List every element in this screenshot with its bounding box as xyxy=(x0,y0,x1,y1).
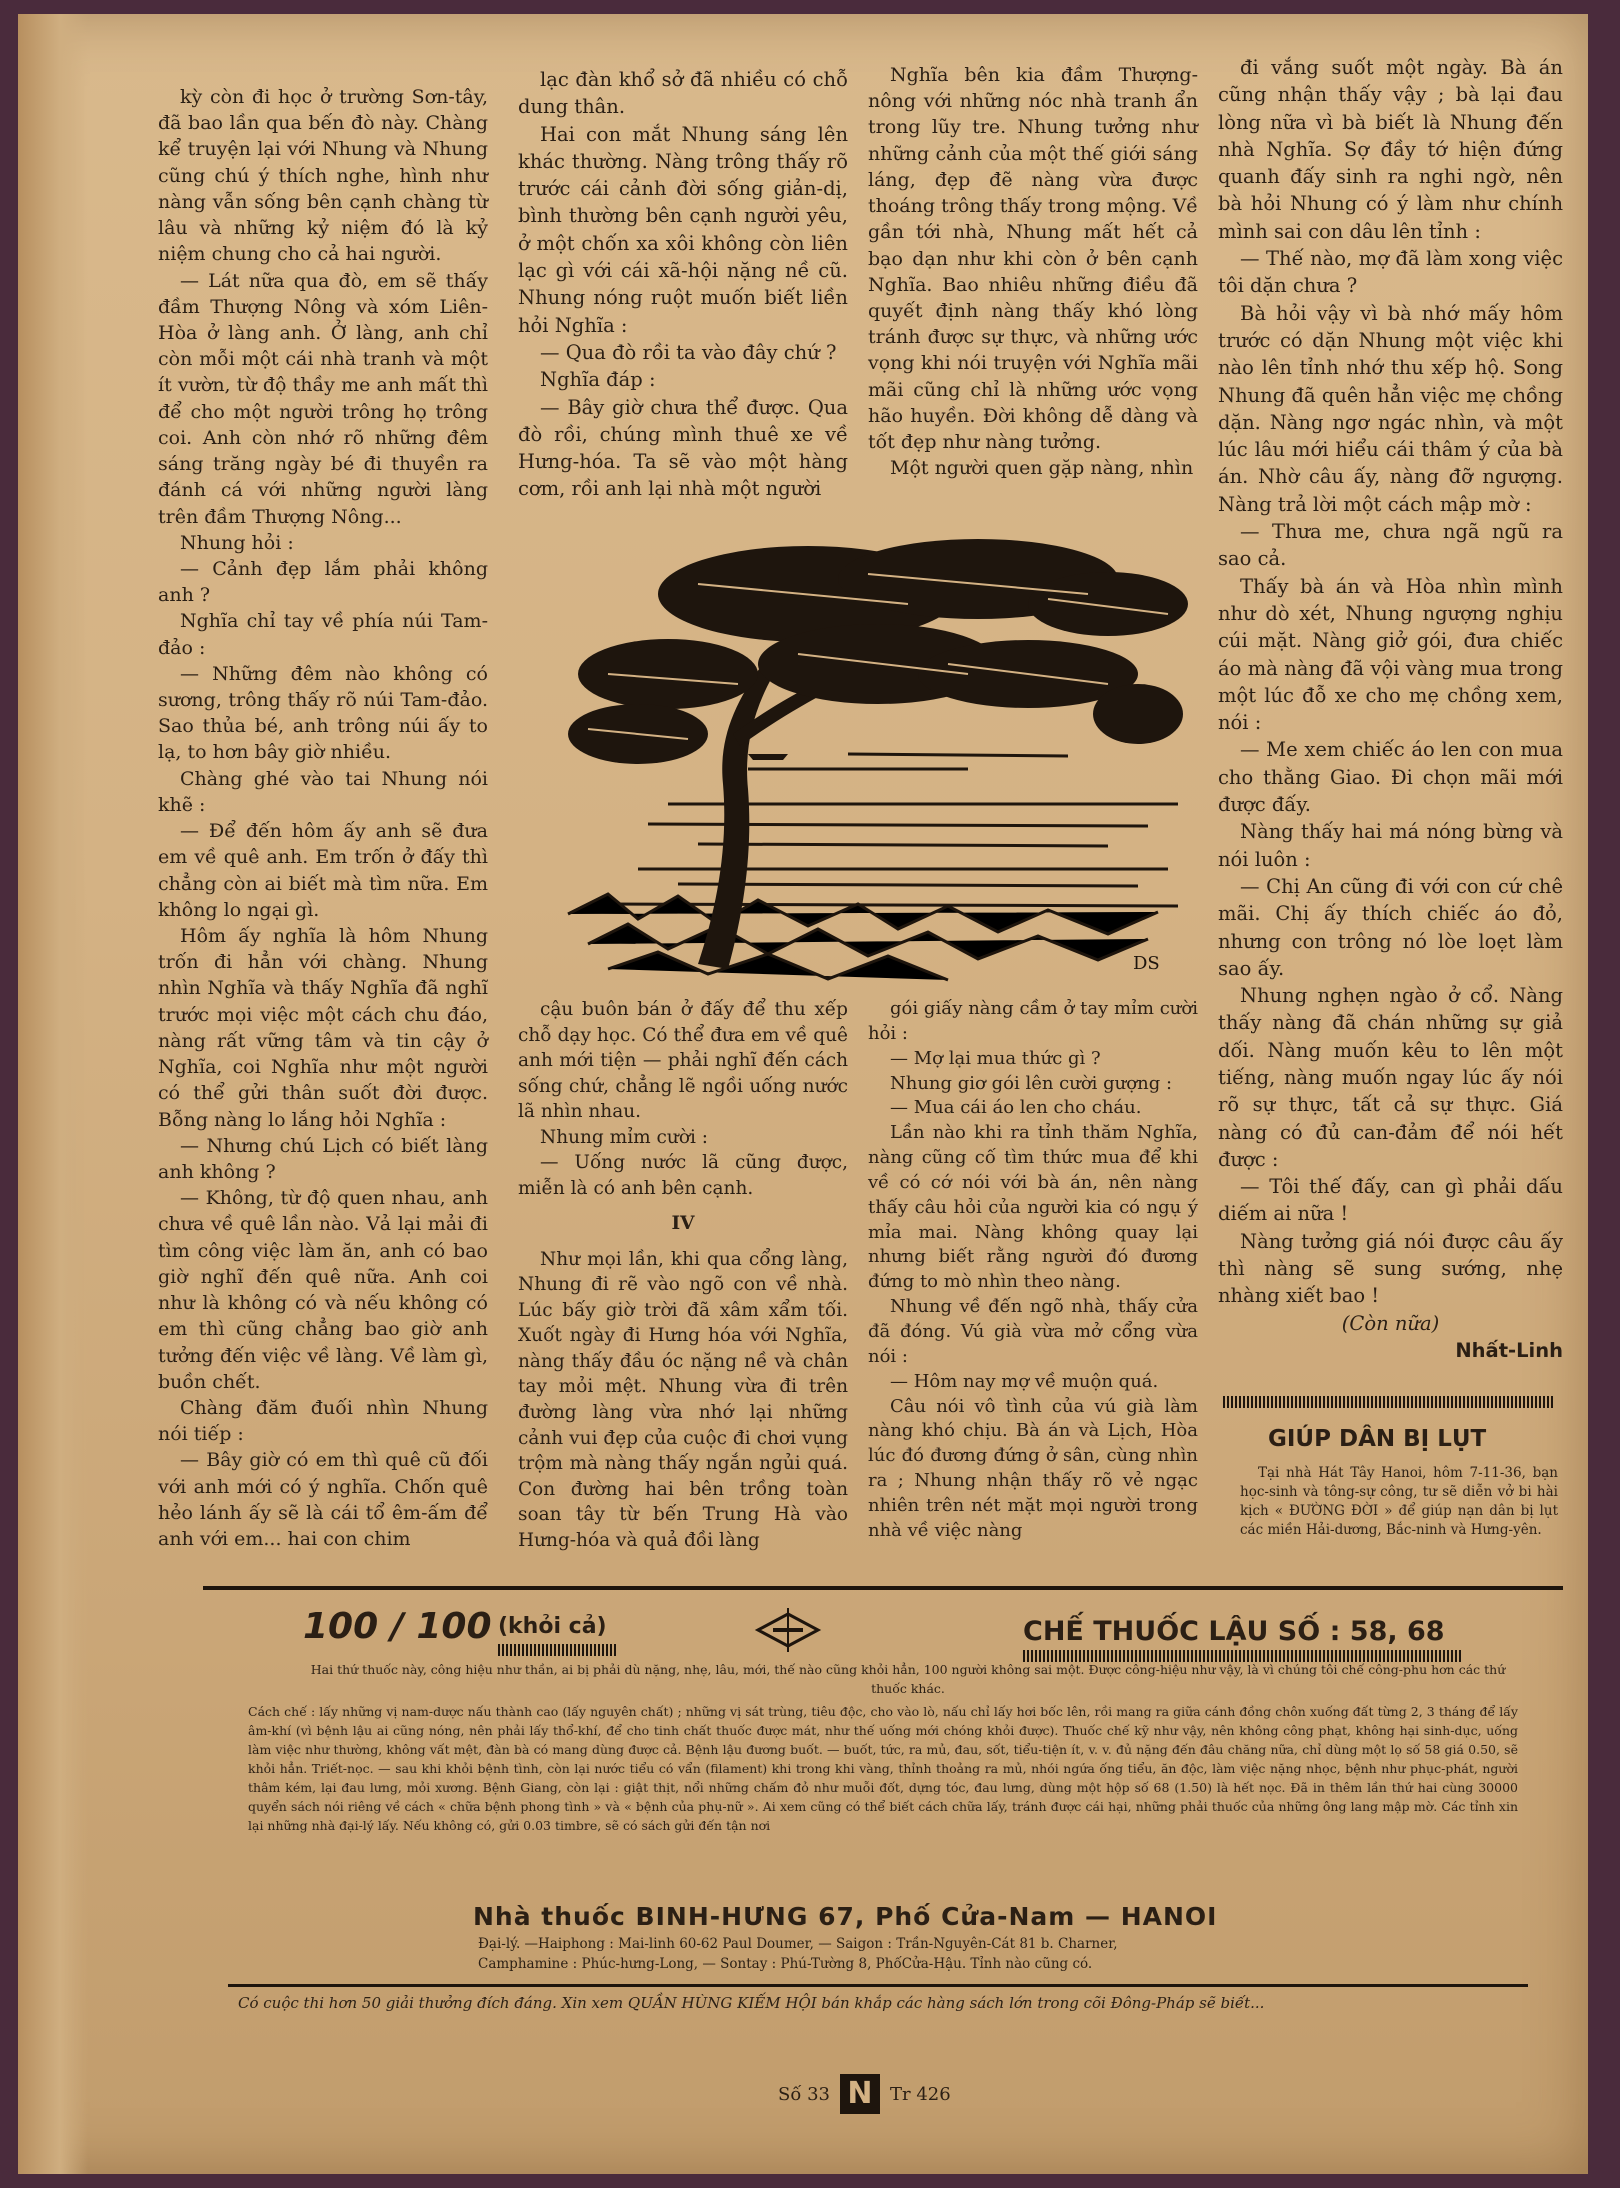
col4-paragraph: Nàng thấy hai má nóng bừng và nói luôn : xyxy=(1218,820,1563,871)
col1-paragraph: Chàng đăm đuối nhìn Nhung nói tiếp : xyxy=(158,1396,488,1446)
ad-headline-left-sub: (khỏi cả) xyxy=(498,1614,607,1639)
ad-headline-right: CHẾ THUỐC LẬU SỐ : 58, 68 xyxy=(1023,1616,1445,1647)
ad-agents-line-1 xyxy=(478,1934,1118,1974)
col3-bottom-paragraph: — Mua cái áo len cho cháu. xyxy=(890,1097,1142,1119)
col1-paragraph: Nhung hỏi : xyxy=(180,531,294,554)
col2-top-paragraph: lạc đàn khổ sở đã nhiều có chỗ dung thân. xyxy=(518,68,848,119)
col1-paragraph: — Nhưng chú Lịch có biết làng anh không ? xyxy=(158,1134,488,1183)
col4-paragraph: Nhung nghẹn ngào ở cổ. Nàng thấy nàng đã chán những sự giả dối. Nàng muốn kêu to lên một tiếng, nàng muốn ngay lúc ấy nói rõ sự thực, tất cả sự thực. Giá nàng có đủ can-đảm để nói hết được : xyxy=(1218,984,1563,1171)
article-column-4 xyxy=(1218,54,1563,1364)
lamp-icon xyxy=(753,1606,823,1654)
notice-text: Tại nhà Hát Tây Hanoi, hôm 7-11-36, bạn học-sinh và tông-sự công, tư sẽ diễn vở bi hài kịch « ĐƯỜNG ĐỜI » để giúp nạn dân bị lụt các miền Hải-dương, Bắc-ninh và Hưng-yên. xyxy=(1240,1465,1558,1538)
col3-bottom-paragraph: Nhung về đến ngõ nhà, thấy cửa đã đóng. Vú già vừa mở cổng vừa nói : xyxy=(868,1296,1198,1367)
to-be-continued-note: (Còn nữa) xyxy=(1341,1311,1440,1335)
col1-paragraph: Hôm ấy nghĩa là hôm Nhung trốn đi hẳn với chàng. Nhung nhìn Nghĩa và thấy Nghĩa đã nghĩ trước mọi việc một cách chu đáo, nàng rất vững tâm và tin cậy ở Nghĩa, coi Nghĩa như một người có thể gửi thân suốt đời được. Bỗng nàng lo lắng hỏi Nghĩa : xyxy=(158,925,488,1131)
col2-top-paragraph: Hai con mắt Nhung sáng lên khác thường. Nàng trông thấy rõ trước cái cảnh đời sống giản-dị, bình thường bên cạnh người yêu, ở một chốn xa xôi không còn liên lạc gì với cái xã-hội nặng nề cũ. Nhung nóng ruột muốn biết liền hỏi Nghĩa : xyxy=(518,122,848,337)
ad-headline-left: 100 / 100 xyxy=(303,1606,492,1647)
col2-bottom-paragraph: Nhung mỉm cười : xyxy=(540,1126,708,1148)
ad-bottom-rule xyxy=(228,1984,1528,1987)
author-signature: Nhất-Linh xyxy=(1455,1338,1563,1362)
col4-paragraph: Nàng tưởng giá nói được câu ấy thì nàng sẽ sung sướng, nhẹ nhàng xiết bao ! xyxy=(1218,1229,1563,1308)
col1-paragraph: — Cảnh đẹp lắm phải không anh ? xyxy=(158,557,488,607)
col2-top-paragraph: — Bây giờ chưa thể được. Qua đò rồi, chúng mình thuê xe về Hưng-hóa. Ta sẽ vào một hàng cơm, rồi anh lại nhà một người xyxy=(518,395,848,501)
ad-intro-text: Hai thứ thuốc này, công hiệu như thần, ai bị phải dù nặng, nhẹ, lâu, mới, thế nào cũng khỏi hẳn, 100 người không sai một. Được công-hiệu như vậy, là vì chúng tôi chế công-phu hơn các thứ thuốc khác. xyxy=(310,1662,1506,1696)
col3-bottom-paragraph: Câu nói vô tình của vú già làm nàng khó chịu. Bà án và Lịch, Hòa lúc đó đương đứng ở sân, cùng nhìn ra ; Nhung nhận thấy rõ vẻ ngạc nhiên trên nét mặt mọi người trong nhà về việc nàng xyxy=(868,1395,1198,1541)
article-column-2-top xyxy=(518,66,848,503)
col4-paragraph: — Me xem chiếc áo len con mua cho thằng Giao. Đi chọn mãi mới được đấy. xyxy=(1218,738,1563,817)
col1-paragraph: Nghĩa chỉ tay về phía núi Tam-đảo : xyxy=(158,610,488,659)
page-number: Tr 426 xyxy=(889,2083,951,2105)
ad-top-rule xyxy=(203,1586,1563,1590)
col3-bottom-paragraph: — Hôm nay mợ về muộn quá. xyxy=(890,1370,1159,1392)
article-column-1 xyxy=(158,84,488,1552)
article-column-3-bottom xyxy=(868,997,1198,1544)
col4-paragraph: đi vắng suốt một ngày. Bà án cũng nhận thấy vậy ; bà lại đau lòng nữa vì bà biết là Nhung đến nhà Nghĩa. Sợ đầy tớ hiện đứng quanh đấy sinh ra nghi ngờ, nên bà hỏi Nhung có ý làm như chính mình sai con dâu lên tỉnh : xyxy=(1218,56,1563,243)
article-column-3-top xyxy=(868,62,1198,482)
footer-promo: Có cuộc thi hơn 50 giải thưởng đích đáng. Xin xem QUẦN HÙNG KIẾM HỘI bán khắp các hàng sách lớn trong cõi Đông-Pháp sẽ biết... xyxy=(238,1994,1265,2012)
col4-paragraph: — Tôi thế đấy, can gì phải dấu diếm ai nữa ! xyxy=(1218,1175,1563,1226)
col2-bottom-paragraph: — Uống nước lã cũng được, miễn là có anh bên cạnh. xyxy=(518,1152,848,1199)
masthead-logo: N xyxy=(840,2074,880,2114)
col4-paragraph: — Thưa me, chưa ngã ngũ ra sao cả. xyxy=(1218,520,1563,571)
col4-paragraph: — Thế nào, mợ đã làm xong việc tôi dặn chưa ? xyxy=(1218,247,1563,298)
ad-underline-left xyxy=(498,1644,618,1656)
col3-top-paragraph: Nghĩa bên kia đầm Thượng-nông với những nóc nhà tranh ẩn trong lũy tre. Nhung tưởng như những cảnh của một thế giới sáng láng, đẹp đẽ nàng vừa được thoáng trông thấy trong mộng. Về gần tới nhà, Nhung mất hết cả bạo dạn như khi còn ở bên cạnh Nghĩa. Bao nhiêu những điều đã quyết định nàng thấy khó lòng tránh được sự thực, và những ước vọng khi nói truyện với Nghĩa mãi mãi cũng chỉ là những ước vọng hão huyền. Đời không dễ dàng và tốt đẹp như nàng tưởng. xyxy=(868,64,1198,454)
illustration-signature: DS xyxy=(1133,953,1160,974)
col2-top-paragraph: Nghĩa đáp : xyxy=(540,368,656,392)
col4-paragraph: Bà hỏi vậy vì bà nhớ mấy hôm trước có dặn Nhung một việc khi nào lên tỉnh nhớ thu xếp hộ. Song Nhung đã quên hẳn việc mẹ chồng dặn. Nàng ngơ ngác nhìn, và một lúc lâu mới hiểu cái thâm ý của bà án. Nhờ câu ấy, nàng đỡ ngượng. Nàng trả lời một cách mập mờ : xyxy=(1218,301,1563,516)
col1-paragraph: — Để đến hôm ấy anh sẽ đưa em về quê anh. Em trốn ở đấy thì chẳng còn ai biết mà tìm nữa. Em không lo ngại gì. xyxy=(158,820,488,921)
col2-top-paragraph: — Qua đò rồi ta vào đây chứ ? xyxy=(540,340,837,364)
col1-paragraph: — Những đêm nào không có sương, trông thấy rõ núi Tam-đảo. Sao thủa bé, anh trông núi ấy to lạ, to hơn bây giờ nhiều. xyxy=(158,662,488,764)
ad-body-text: Cách chế : lấy những vị nam-dược nấu thành cao (lấy nguyên chất) ; những vị sát trùng, tiêu độc, cho vào lò, nấu chỉ lấy hơi bốc lên, rồi mang ra giữa cánh đồng chôn xuống đất từng 2, 3 tháng để lấy âm-khí (vì bệnh lậu ai cũng nóng, nên phải lấy thổ-khí, để cho tinh chất thuốc được mát, như thế uống mới chóng khỏi được). Thuốc chế kỹ như vậy, nên không công phạt, không hại sinh-dục, uống làm việc như thường, không vất mệt, đàn bà có mang dùng được cả. Bệnh lậu đương buốt. — buốt, tức, ra mủ, đau, sốt, tiểu-tiện ít, v. v. đủ nặng đến đâu chăng nữa, chỉ dùng một lọ số 58 giá 0.50, sẽ khỏi hẳn. Triết-nọc. — sau khi khỏi bệnh tình, còn lại nước tiểu có vẩn (filament) khi trong khi vàng, thỉnh thoảng ra mủ, nhói ngứa ống tiểu, ăn độc, làm việc nặng nhọc, bệnh như phục-phát, người thâm kém, lại đau lưng, mỏi xương. Bệnh Giang, còn lại : giật thịt, nổi những chấm đỏ như muỗi đốt, dựng tóc, đau lưng, dùng một hộp số 68 (1.50) là hết nọc. Đã in thêm lần thứ hai cùng 30000 quyển sách nói riêng về cách « chữa bệnh phong tình » và « bệnh của phụ-nữ ». Ai xem cũng có thể biết cách chữa lấy, tránh được cái hại, những phải thuốc của những ông lang mập mờ. Các tỉnh xin lại những nhà đại-lý lấy. Nếu không có, gửi 0.03 timbre, sẽ có sách gửi đến tận nơi xyxy=(248,1704,1518,1833)
col3-bottom-paragraph: Lần nào khi ra tỉnh thăm Nghĩa, nàng cũng cố tìm thức mua để khi về có cớ nói với bà án, nên nàng thấy câu hỏi của người kia có ngụ ý mỉa mai. Nàng không quay lại nhưng biết rằng người đó đương đứng to mò nhìn theo nàng. xyxy=(868,1122,1198,1293)
notice-rule xyxy=(1223,1396,1553,1408)
col2-bottom-paragraph: cậu buôn bán ở đấy để thu xếp chỗ dạy học. Có thể đưa em về quê anh mới tiện — phải nghĩ đến cách sống chứ, chẳng lẽ ngồi uống nước lã nhìn nhau. xyxy=(518,999,848,1123)
col4-paragraph: — Chị An cũng đi với con cứ chê mãi. Chị ấy thích chiếc áo đỏ, nhưng con trông nó lòe loẹt làm sao ấy. xyxy=(1218,874,1563,980)
col1-paragraph: — Lát nữa qua đò, em sẽ thấy đầm Thượng Nông và xóm Liên-Hòa ở làng anh. Ở làng, anh chỉ còn mỗi một cái nhà tranh và một ít vườn, từ độ thầy me anh mất thì để cho một người trông họ trông coi. Anh còn nhớ rõ những đêm sáng trăng ngày bé đi thuyền ra đánh cá với những người làng trên đầm Thượng Nông... xyxy=(158,269,488,528)
col3-bottom-paragraph: gói giấy nàng cầm ở tay mỉm cười hỏi : xyxy=(868,998,1198,1044)
issue-number: Số 33 xyxy=(778,2083,830,2105)
article-column-2-bottom xyxy=(518,997,848,1553)
chapter-heading: IV xyxy=(671,1213,695,1235)
ad-agents-text-1: Đại-lý. —Haiphong : Mai-linh 60-62 Paul Doumer, — Saigon : Trần-Nguyên-Cát 81 b. Charner, xyxy=(478,1936,1118,1952)
notice-title: GIÚP DÂN BỊ LỤT xyxy=(1268,1426,1487,1452)
tree-lake-illustration xyxy=(548,524,1188,984)
page-footer xyxy=(778,2074,951,2114)
binding-edge xyxy=(18,14,88,2174)
col1-paragraph: — Không, từ độ quen nhau, anh chưa về quê lần nào. Vả lại mải đi tìm công việc làm ăn, anh có bao giờ nghĩ đến quê nữa. Anh coi như là không có và nếu không có em thì cũng chẳng bao giờ anh tưởng đến việc về làng. Về làm gì, buồn chết. xyxy=(158,1187,488,1393)
col3-top-paragraph: Một người quen gặp nàng, nhìn xyxy=(890,457,1194,480)
col1-paragraph: kỳ còn đi học ở trường Sơn-tây, đã bao lần qua bến đò này. Chàng kể truyện lại với Nhung và Nhung cũng chú ý thích nghe, hình như nàng vẫn sống bên cạnh chàng từ lâu và những kỷ niệm đó là kỷ niệm chung cho cả hai người. xyxy=(158,86,488,266)
col1-paragraph: — Bây giờ có em thì quê cũ đối với anh mới có ý nghĩa. Chốn quê hẻo lánh ấy sẽ là cái tổ êm-ấm để anh với em... hai con chim xyxy=(158,1449,488,1551)
col3-bottom-paragraph: — Mợ lại mua thức gì ? xyxy=(890,1047,1101,1069)
col3-bottom-paragraph: Nhung giơ gói lên cười gượng : xyxy=(890,1072,1173,1094)
col2-bottom-paragraph: Như mọi lần, khi qua cổng làng, Nhung đi rẽ vào ngõ con về nhà. Lúc bấy giờ trời đã xâm xẩm tối. Xuốt ngày đi Hưng hóa với Nghĩa, nàng thấy đầu óc nặng nề và chân tay mỏi mệt. Nhung vừa đi trên đường làng vừa nhớ lại những cảnh vui đẹp của cuộc đi chơi vụng trộm mà nàng thấy ngắn ngủi quá. Con đường hai bên trồng toàn soan tây từ bến Trung Hà vào Hưng-hóa và quả đồi làng xyxy=(518,1248,848,1551)
ad-agents-text-2: Camphamine : Phúc-hưng-Long, — Sontay : Phú-Tường 8, PhốCửa-Hậu. Tỉnh nào cũng có. xyxy=(478,1956,1093,1972)
newspaper-page xyxy=(18,14,1588,2174)
col1-paragraph: Chàng ghé vào tai Nhung nói khẽ : xyxy=(158,767,488,816)
col4-paragraph: Thấy bà án và Hòa nhìn mình như dò xét, Nhung ngượng nghịu cúi mặt. Nàng giở gói, đưa chiếc áo mà nàng đã vội vàng mua trong một lúc đỗ xe cho mẹ chồng xem, nói : xyxy=(1218,574,1563,735)
ad-pharmacy-name: Nhà thuốc BINH-HƯNG 67, Phố Cửa-Nam — HANOI xyxy=(473,1902,1218,1931)
